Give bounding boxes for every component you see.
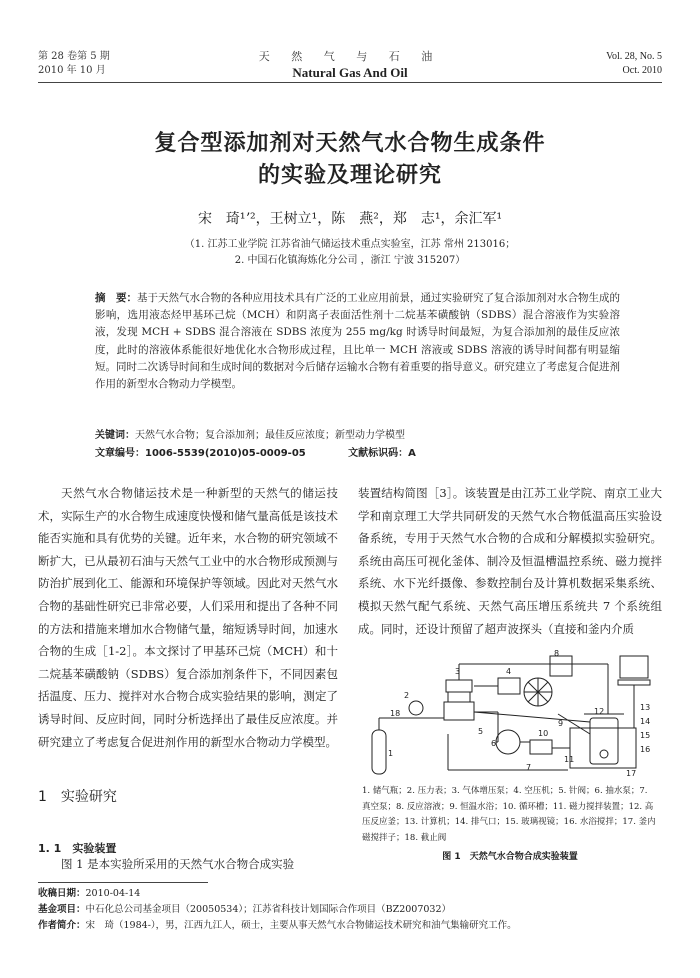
- gas-cylinder: [372, 730, 386, 774]
- date-cn: 2010 年 10 月: [38, 65, 106, 76]
- label-8: 8: [554, 649, 560, 658]
- water-bath: [570, 728, 636, 768]
- fund-label: 基金项目：: [38, 904, 86, 915]
- label-13: 13: [640, 703, 651, 712]
- right-paragraph: 装置结构简图［3］。该装置是由江苏工业学院、南京工业大学和南京理工大学共同研发的天然气水合物低温高压实验设备系统，专用于天然气水合物的合成和分解模拟实验研究。系统由高压可视化釜体、制冷及恒温槽温控系统、磁力搅拌系统、水下光纤摄像、参数控制台及计算机数据采集系统、模拟天然气配气系统、天然气高压增压系统共 7 个系统组成。同时，还设计预留了超声波探头（直接和釜内介质: [358, 486, 662, 636]
- received-date: 2010-04-14: [85, 888, 141, 899]
- circulation-pump: [496, 730, 520, 754]
- author-label: 作者简介：: [38, 920, 86, 931]
- keywords-text: 天然气水合物；复合添加剂；最佳反应浓度；新型动力学模型: [135, 430, 405, 441]
- high-pressure-reactor: [590, 718, 618, 764]
- abstract: [95, 290, 620, 393]
- computer: [620, 656, 648, 678]
- air-compressor: [498, 678, 520, 694]
- title-line-1: 复合型添加剂对天然气水合物生成条件: [154, 131, 546, 156]
- journal-cn: 天 然 气 与 石 油: [258, 50, 442, 63]
- label-5: 5: [478, 727, 484, 736]
- keywords: [95, 426, 620, 441]
- label-11: 11: [564, 755, 575, 764]
- label-9: 9: [558, 719, 564, 728]
- title-line-2: 的实验及理论研究: [257, 163, 442, 188]
- footnote-rule: [38, 882, 208, 883]
- label-1: 1: [388, 749, 394, 758]
- author-text: 宋 琦（1984-），男，江西九江人，硕士，主要从事天然气水合物储运技术研究和油气集输研究工作。: [85, 920, 517, 931]
- journal-en: Natural Gas And Oil: [292, 65, 408, 80]
- fund: [38, 902, 451, 918]
- label-7: 7: [526, 763, 532, 772]
- label-15: 15: [640, 731, 651, 740]
- affiliations: [0, 237, 700, 269]
- keywords-label: 关键词：: [95, 430, 135, 441]
- label-2: 2: [404, 691, 410, 700]
- doc-code: A: [408, 448, 416, 459]
- intro-paragraph: 天然气水合物储运技术是一种新型的天然气的储运技术，实际生产的水合物生成速度快慢和储气量高低是该技术能否实施和具有优势的关键。近年来，水合物的研究领域不断扩大，已从最初石油与天然气工业中的水合物形成预测与防治扩展到化工、能源和环境保护等领域。因此对天然气水合物的基础性研究已非常必要，人们采用和提出了各种不同的方法和措施来增加水合物储气量，缩短诱导时间，加速水合物的生成［1-2］。本文探讨了甲基环己烷（MCH）和十二烷基苯磺酸钠（SDBS）复合添加剂条件下，不同因素包括温度、压力、搅拌对水合物合成实验结果的影响，测定了诱导时间、反应时间，同时分析选择出了最佳反应浓度。并研究建立了考虑复合促进剂作用的新型水合物动力学模型。: [38, 486, 338, 749]
- label-3: 3: [455, 667, 461, 676]
- figure-title: 图 1 天然气水合物合成实验装置: [442, 852, 578, 862]
- doc-code-label: 文献标识码：: [348, 448, 409, 459]
- reaction-solution: [550, 656, 572, 676]
- figure-diagram: [358, 644, 662, 780]
- label-6: 6: [491, 739, 497, 748]
- pressure-gauge: [409, 701, 423, 715]
- circulation-tank: [530, 740, 552, 754]
- section-1-heading: 1 实验研究: [38, 789, 117, 805]
- subsection-1-1-heading: 1. 1 实验装置: [38, 842, 117, 855]
- affiliation-1: （1. 江苏工业学院 江苏省油气储运技术重点实验室，江苏 常州 213016；: [184, 239, 516, 250]
- label-16: 16: [640, 745, 651, 754]
- abstract-label: 摘 要：: [95, 292, 137, 304]
- authors: 宋 琦¹ʼ²，王树立¹，陈 燕²，郑 志¹，余汇军¹: [197, 211, 503, 227]
- booster-pump: [446, 680, 472, 692]
- volume-en: Vol. 28, No. 5: [606, 51, 662, 62]
- label-18: 18: [390, 709, 401, 718]
- fund-text: 中石化总公司基金项目（20050534）；江苏省科技计划国际合作项目（BZ2007032）: [85, 904, 452, 915]
- label-12: 12: [594, 707, 605, 716]
- paragraph-1-1: 图 1 是本实验所采用的天然气水合物合成实验: [61, 857, 295, 871]
- volume-cn: 第 28 卷第 5 期: [38, 51, 110, 62]
- header-center: [0, 48, 700, 81]
- article-no: 1006-5539(2010)05-0009-05: [145, 448, 306, 459]
- article-no-label: 文章编号：: [95, 448, 145, 459]
- abstract-text: 基于天然气水合物的各种应用技术具有广泛的工业应用前景，通过实验研究了复合添加剂对水合物生成的影响，选用液态烃甲基环己烷（MCH）和阴离子表面活性剂十二烷基苯磺酸钠（SDBS）混合溶液作为实验溶液，发现 MCH + SDBS 混合溶液在 SDBS 浓度为 255 mg/kg 时诱导时间最短，为复合添加剂的最佳反应浓度，此时的溶液体系能很好地优化水合物形成过程，且比单一 MCH 溶液或 SDBS 溶液的诱导时间都有明显缩短。同时二次诱导时间和生成时间的数据对今后储存运输水合物有着重要的指导意义。研究建立了考虑复合促进剂作用的新型水合物动力学模型。: [95, 292, 620, 391]
- affiliation-2: 2. 中国石化镇海炼化分公司 ，浙江 宁波 315207）: [234, 255, 466, 266]
- article-info: [95, 444, 620, 459]
- date-en: Oct. 2010: [622, 65, 662, 76]
- label-4: 4: [506, 667, 512, 676]
- label-10: 10: [538, 729, 549, 738]
- header-right: [606, 50, 662, 78]
- label-14: 14: [640, 717, 651, 726]
- label-17: 17: [626, 769, 637, 778]
- received-label: 收稿日期：: [38, 888, 86, 899]
- author-bio: [38, 918, 517, 934]
- figure-caption: 1. 储气瓶；2. 压力表；3. 气体增压泵；4. 空压机；5. 针阀；6. 抽水泵；7. 真空泵；8. 反应溶液；9. 恒温水浴；10. 循环槽；11. 磁力搅拌装置；12. 高压反应釜；13. 计算机；14. 排气口；15. 玻璃视镜；16. 水浴搅拌；17. 釜内磁搅拌子；18. 截止阀: [362, 786, 656, 843]
- received: [38, 886, 140, 902]
- header-rule: [38, 82, 662, 83]
